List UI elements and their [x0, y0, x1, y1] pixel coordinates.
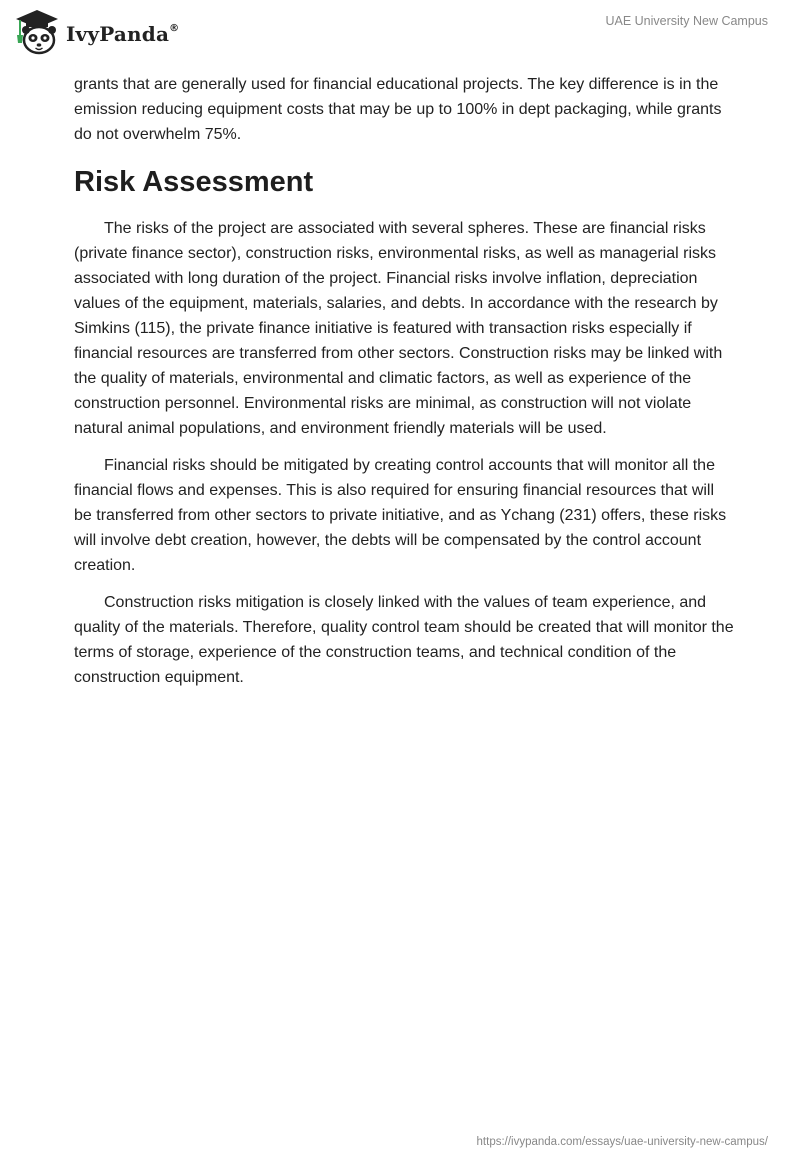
registered-mark: ®	[169, 23, 180, 35]
lead-paragraph: grants that are generally used for financial educational projects. The key difference is in the emission reducing equipment costs that may be up to 100% in dept packaging, while grants do not overwhelm 75%.	[74, 76, 722, 143]
body-paragraph: Financial risks should be mitigated by creating control accounts that will monitor all the financial flows and expenses. This is also required for ensuring financial resources that will be transferred from other sectors to private initiative, and as Ychang (231) offers, these risks will involve debt creation, however, the debts will be compensated by the control account creation.	[74, 457, 727, 574]
brand-name: IvyPanda®	[66, 22, 180, 46]
page-header	[0, 0, 800, 70]
source-url[interactable]: https://ivypanda.com/essays/uae-university-new-campus/	[476, 1136, 768, 1148]
essay-content	[74, 72, 734, 702]
running-title: UAE University New Campus	[605, 14, 768, 28]
ivypanda-logo[interactable]	[14, 8, 179, 56]
body-paragraph: Construction risks mitigation is closely linked with the values of team experience, and quality of the materials. Therefore, quality control team should be created that will monitor the terms of storage, experience of the construction teams, and technical condition of the construction equipment.	[74, 594, 734, 686]
body-paragraph: The risks of the project are associated with several spheres. These are financial risks (private finance sector), construction risks, environmental risks, as well as managerial risks associated with long duration of the project. Financial risks involve inflation, depreciation values of the equipment, materials, salaries, and debts. In accordance with the research by Simkins (115), the private finance initiative is featured with transaction risks especially if financial resources are transferred from other sectors. Construction risks may be linked with the quality of materials, environmental and climatic factors, as well as experience of the construction personnel. Environmental risks are minimal, as construction will not violate natural animal populations, and environment friendly materials will be used.	[74, 220, 723, 437]
section-heading: Risk Assessment	[74, 166, 314, 198]
panda-graduate-icon	[14, 8, 60, 56]
